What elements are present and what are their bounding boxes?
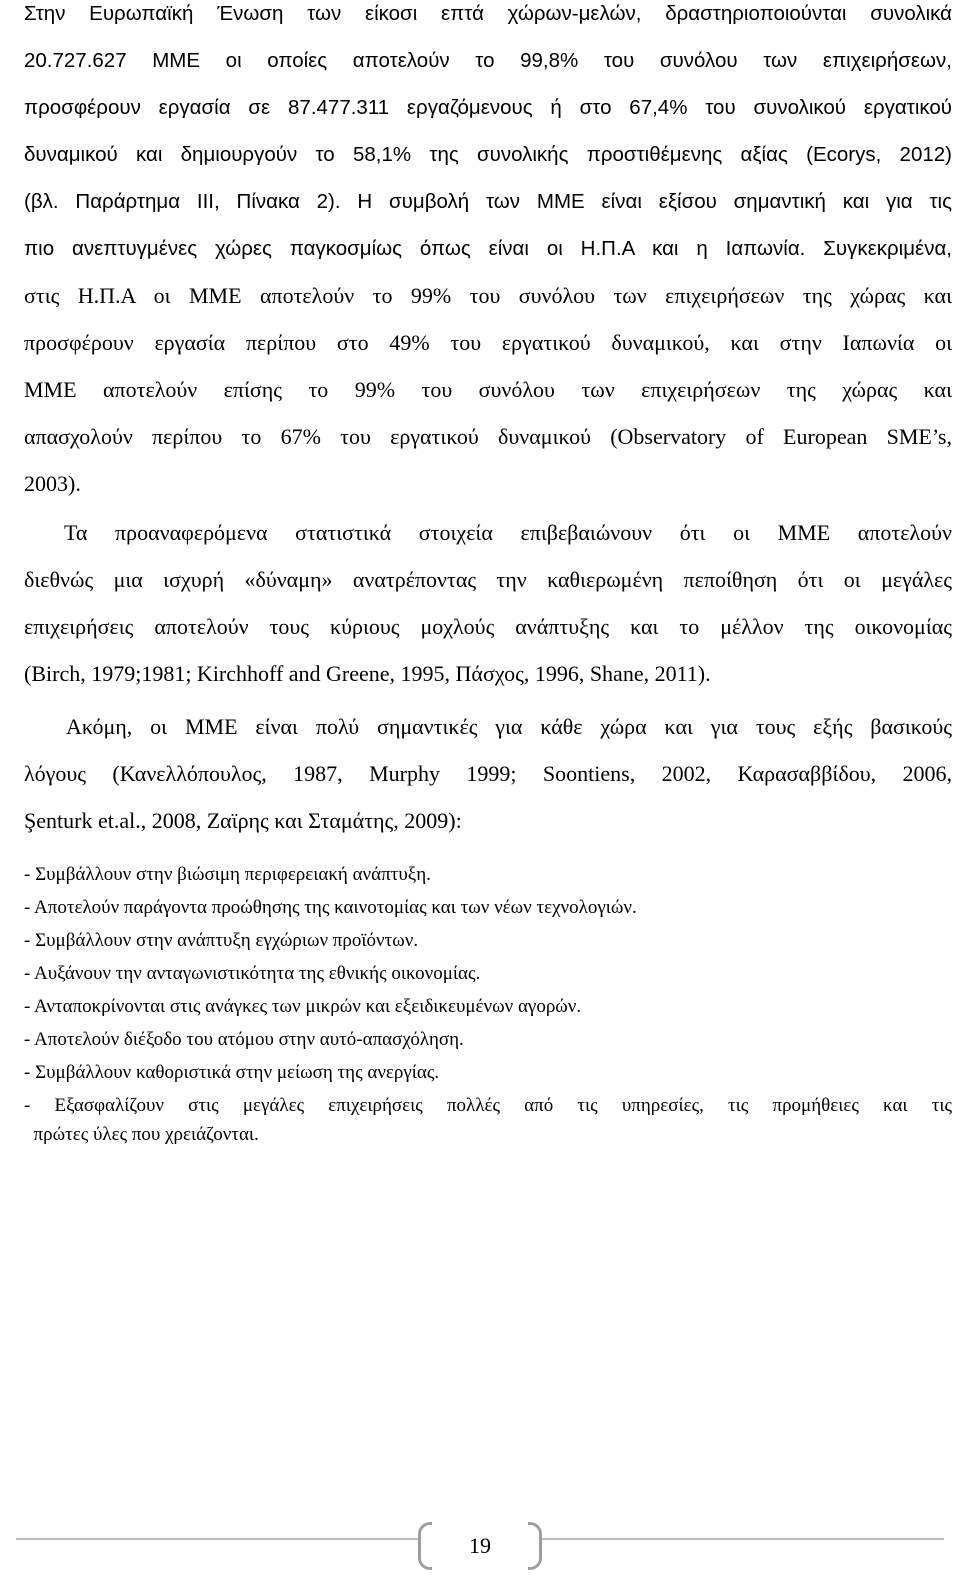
paragraph-2-line-3: επιχειρήσεις αποτελούν τους κύριους μοχλούς ανάπτυξης και το μέλλον της οικονομίας [24, 614, 952, 639]
paragraph-1-line-1: Στην Ευρωπαϊκή Ένωση των είκοσι επτά χώρων-μελών, δραστηριοποιούνται συνολικά [24, 2, 952, 25]
paragraph-1-line-2: 20.727.627 ΜΜΕ οι οποίες αποτελούν το 99,8% του συνόλου των επιχειρήσεων, [24, 49, 952, 72]
paragraph-1-line-6: πιο ανεπτυγμένες χώρες παγκοσμίως όπως είναι οι Η.Π.Α και η Ιαπωνία. Συγκεκριμένα, [24, 237, 952, 260]
paragraph-1-line-11: 2003). [24, 471, 81, 496]
paragraph-1-line-4: δυναμικού και δημιουργούν το 58,1% της συνολικής προστιθέμενης αξίας (Ecorys, 2012) [24, 143, 952, 166]
paragraph-1-line-5: (βλ. Παράρτημα ΙΙΙ, Πίνακα 2). Η συμβολή των ΜΜΕ είναι εξίσου σημαντική και για τις [24, 190, 952, 213]
paragraph-1-line-3: προσφέρουν εργασία σε 87.477.311 εργαζόμενους ή στο 67,4% του συνολικού εργατικού [24, 96, 952, 119]
list-item-continuation: πρώτες ύλες που χρειάζονται. [24, 1124, 259, 1145]
list-item: - Αποτελούν παράγοντα προώθησης της καινοτομίας και των νέων τεχνολογιών. [24, 897, 637, 918]
paragraph-2-line-4: (Birch, 1979;1981; Kirchhoff and Greene, 1995, Πάσχος, 1996, Shane, 2011). [24, 661, 711, 686]
list-item: - Συμβάλλουν στην ανάπτυξη εγχώριων προϊόντων. [24, 930, 419, 951]
list-item: - Αποτελούν διέξοδο του ατόμου στην αυτό-απασχόληση. [24, 1029, 464, 1050]
list-item: - Εξασφαλίζουν στις μεγάλες επιχειρήσεις πολλές από τις υπηρεσίες, τις προμήθειες και τις [24, 1095, 952, 1116]
paragraph-2-line-1: Τα προαναφερόμενα στατιστικά στοιχεία επιβεβαιώνουν ότι οι ΜΜΕ αποτελούν [64, 520, 952, 545]
paragraph-1-line-9: ΜΜΕ αποτελούν επίσης το 99% του συνόλου των επιχειρήσεων της χώρας και [24, 377, 952, 402]
paragraph-1-line-8: προσφέρουν εργασία περίπου στο 49% του εργατικού δυναμικού, και στην Ιαπωνία οι [24, 330, 952, 355]
page-number-box [418, 1522, 542, 1570]
paragraph-3-line-3: Şenturk et.al., 2008, Ζαϊρης και Σταμάτης, 2009): [24, 808, 462, 833]
paragraph-1-line-7: στις Η.Π.Α οι ΜΜΕ αποτελούν το 99% του συνόλου των επιχειρήσεων της χώρας και [24, 283, 952, 308]
list-item: - Ανταποκρίνονται στις ανάγκες των μικρών και εξειδικευμένων αγορών. [24, 996, 582, 1017]
paragraph-2-line-2: διεθνώς μια ισχυρή «δύναμη» ανατρέποντας την καθιερωμένη πεποίθηση ότι οι μεγάλες [24, 567, 952, 592]
list-item: - Αυξάνουν την ανταγωνιστικότητα της εθνικής οικονομίας. [24, 963, 481, 984]
paragraph-3-line-2: λόγους (Κανελλόπουλος, 1987, Murphy 1999; Soontiens, 2002, Καρασαββίδου, 2006, [24, 761, 952, 786]
list-item: - Συμβάλλουν στην βιώσιμη περιφερειακή ανάπτυξη. [24, 864, 431, 885]
paragraph-3-line-1: Ακόμη, οι ΜΜΕ είναι πολύ σημαντικές για κάθε χώρα και για τους εξής βασικούς [66, 714, 952, 739]
page-number: 19 [469, 1533, 491, 1558]
paragraph-1-line-10: απασχολούν περίπου το 67% του εργατικού δυναμικού (Observatory of European SME’s, [24, 424, 952, 449]
list-item: - Συμβάλλουν καθοριστικά στην μείωση της ανεργίας. [24, 1062, 440, 1083]
